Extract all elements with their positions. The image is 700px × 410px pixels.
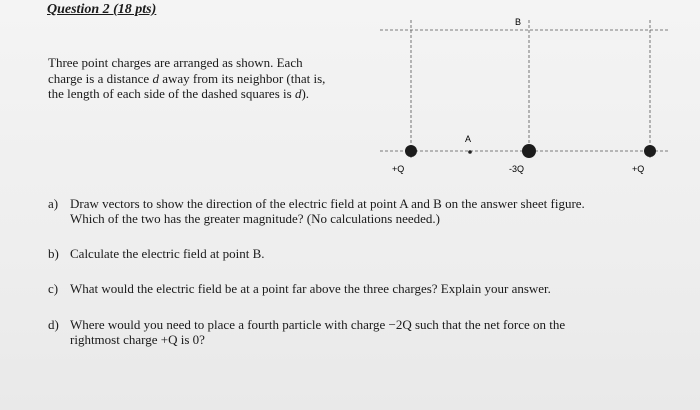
question-d-line-2: rightmost charge +Q is 0? — [70, 332, 205, 347]
question-a-letter: a) — [48, 196, 59, 211]
question-b-letter: b) — [48, 246, 59, 261]
question-b-line-1: Calculate the electric field at point B. — [70, 246, 265, 261]
intro-line-2b: away from its neighbor (that is, — [158, 70, 326, 86]
intro-line-2a: charge is a distance — [48, 70, 153, 86]
intro-line-3a: the length of each side of the dashed squares is — [48, 86, 295, 101]
question-c-line-1: What would the electric field be at a point far above the three charges? Explain your answer. — [70, 281, 551, 296]
intro-line-1: Three point charges are arranged as shown. Each — [48, 55, 303, 70]
charge-right-label: +Q — [632, 164, 645, 174]
point-a-label: A — [465, 134, 472, 144]
question-d-letter: d) — [48, 317, 59, 332]
question-a-line-1: Draw vectors to show the direction of the electric field at point A and B on the answer sheet figure. — [70, 196, 585, 211]
distance-variable: d — [152, 70, 159, 86]
question-a-line-2: Which of the two has the greater magnitude? (No calculations needed.) — [70, 211, 440, 226]
intro-line-3b: ). — [301, 86, 310, 101]
question-d-line-1: Where would you need to place a fourth particle with charge −2Q such that the net force on the — [70, 317, 566, 332]
charge-left-label: +Q — [392, 164, 405, 174]
distance-variable: d — [294, 86, 302, 101]
point-b-label: B — [515, 17, 522, 27]
question-title: Question 2 (18 pts) — [47, 2, 157, 17]
question-c-letter: c) — [48, 281, 59, 296]
charge-middle-label: -3Q — [509, 164, 525, 174]
